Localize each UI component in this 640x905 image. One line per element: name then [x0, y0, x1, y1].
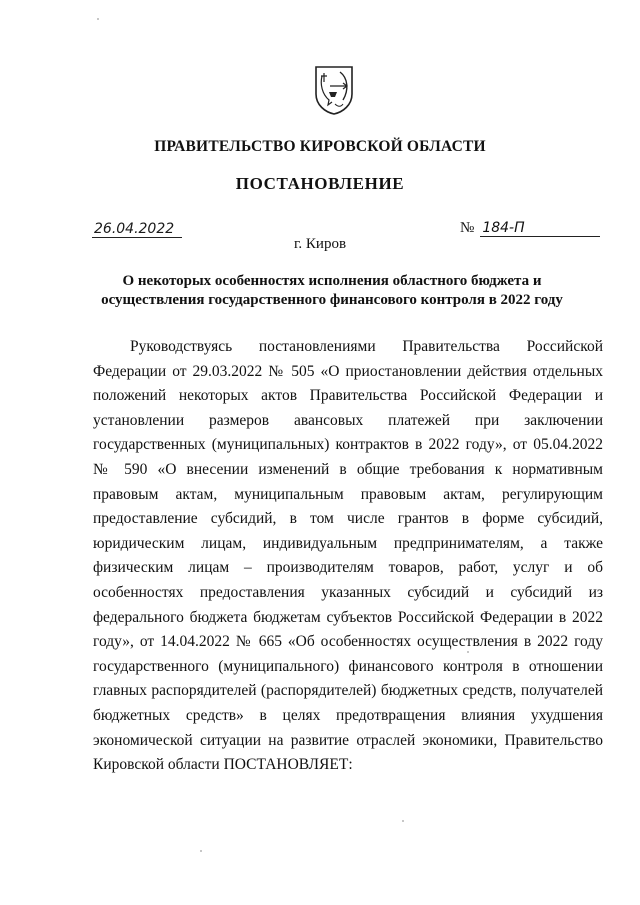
scan-speck	[200, 850, 202, 852]
document-date: 26.04.2022	[92, 221, 182, 238]
number-sign: №	[460, 220, 475, 236]
government-title: ПРАВИТЕЛЬСТВО КИРОВСКОЙ ОБЛАСТИ	[154, 138, 486, 155]
number-value: 184-П	[480, 220, 600, 237]
city: г. Киров	[293, 236, 347, 252]
coat-of-arms-icon	[313, 64, 355, 116]
body-paragraph: Руководствуясь постановлениями Правительства Российской Федерации от 29.03.2022 № 505 «О приостановлении действия отдельных положений некоторых актов Правительства Российской Федерации и установлении размеров авансовых платежей при заключении государственных (муниципальных) контрактов в 2022 году», от 05.04.2022 № 590 «О внесении изменений в общие требования к нормативным правовым актам, муниципальным правовым актам, регулирующим предоставление субсидий, в том числе грантов в форме субсидий, юридическим лицам, индивидуальным предпринимателям, а также физическим лицам – производителям товаров, работ, услуг и об особенностях предоставления указанных субсидий и субсидий из федерального бюджета бюджетам субъектов Российской Федерации в 2022 году», от 14.04.2022 № 665 «Об особенностях осуществления в 2022 году государственного (муниципального) финансового контроля в отношении главных распорядителей (распорядителей) бюджетных средств, получателей бюджетных средств» в целях предотвращения влияния ухудшения экономической ситуации на развитие отраслей экономики, Правительство Кировской области ПОСТАНОВЛЯЕТ:	[93, 338, 603, 774]
document-number	[460, 220, 600, 237]
document-subject	[100, 272, 564, 310]
scan-speck	[467, 651, 469, 653]
subject-line-1: О некоторых особенностях исполнения областного бюджета и	[122, 273, 542, 289]
document-type: ПОСТАНОВЛЕНИЕ	[235, 174, 405, 193]
subject-line-2: осуществления государственного финансового контроля в 2022 году	[101, 292, 563, 308]
document-body	[93, 335, 603, 778]
scan-speck	[402, 820, 404, 822]
scan-speck	[97, 18, 99, 20]
